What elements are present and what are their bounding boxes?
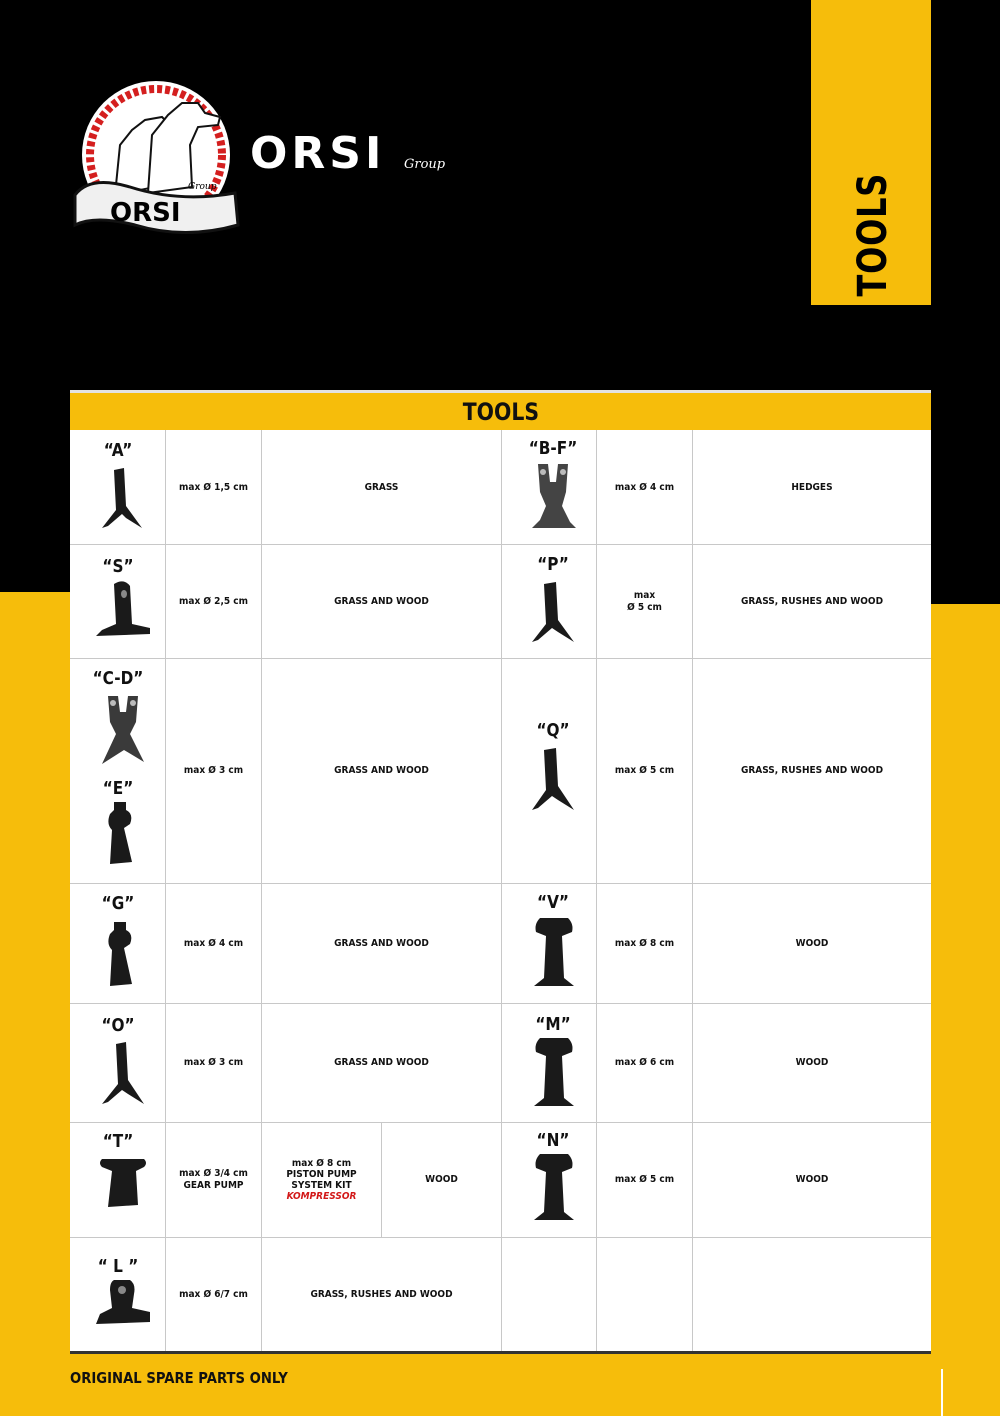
header-background-right <box>931 0 1000 604</box>
tool-code: “C-D” <box>92 668 144 689</box>
brand-suffix: Group <box>404 157 446 172</box>
table-bottom-rule <box>70 1351 931 1354</box>
tool-size-line: max Ø 3/4 cm <box>179 1168 248 1179</box>
blade-e-image <box>104 800 136 866</box>
brand-name: ORSI <box>250 128 386 179</box>
tool-use: GRASS, RUSHES AND WOOD <box>740 595 884 607</box>
logo-wordmark: ORSI <box>110 198 181 228</box>
tool-size: max Ø 3 cm <box>183 1057 244 1068</box>
table-title: TOOLS <box>70 390 931 430</box>
tool-code: “G” <box>101 893 135 914</box>
tool-use: WOOD <box>795 937 829 949</box>
blade-a-image <box>100 466 146 532</box>
tool-size: max Ø 6 cm <box>614 1057 675 1068</box>
tool-size: max Ø 2,5 cm <box>179 595 248 607</box>
blade-o-image <box>100 1040 146 1108</box>
blade-t-image <box>96 1155 150 1209</box>
tool-use: GRASS <box>364 481 399 493</box>
tool-code: “ L ” <box>97 1256 139 1277</box>
tool-use: HEDGES <box>791 481 833 493</box>
tool-code: “O” <box>101 1015 135 1036</box>
tool-size: max Ø 4 cm <box>183 937 244 949</box>
logo-suffix: Group <box>188 182 217 192</box>
tool-option <box>262 1123 381 1237</box>
blade-l-image <box>94 1278 152 1328</box>
tool-size-line: GEAR PUMP <box>183 1180 244 1191</box>
blade-bf-image <box>530 462 578 532</box>
blade-p-image <box>530 580 576 646</box>
blade-q-image <box>530 746 576 814</box>
blade-n-image <box>532 1152 576 1222</box>
tool-code: “E” <box>102 778 134 799</box>
tool-size: max Ø 1,5 cm <box>179 481 248 493</box>
tool-use: WOOD <box>795 1174 829 1185</box>
tool-size: max Ø 5 cm <box>614 1174 675 1185</box>
tool-size-line: Ø 5 cm <box>627 601 662 613</box>
tool-code: “T” <box>102 1131 134 1152</box>
tool-use: GRASS AND WOOD <box>334 1057 429 1068</box>
page-marker <box>941 1369 943 1416</box>
section-tab-label: TOOLS <box>850 173 896 297</box>
tool-size: max Ø 3 cm <box>183 765 244 776</box>
tool-size: max Ø 8 cm <box>614 937 675 949</box>
blade-v-image <box>532 916 576 988</box>
tool-code: “S” <box>102 556 134 577</box>
tool-size-line: max <box>633 589 656 601</box>
tool-code: “P” <box>537 554 569 575</box>
kompressor-label: KOMPRESSOR <box>286 1191 357 1202</box>
tool-size <box>597 545 692 658</box>
tool-option-line: max Ø 8 cm <box>291 1158 352 1169</box>
tool-use: GRASS AND WOOD <box>334 595 429 607</box>
tool-use: WOOD <box>425 1174 458 1185</box>
tool-size: max Ø 4 cm <box>614 481 675 493</box>
blade-cd-image <box>100 694 146 766</box>
col-divider <box>501 430 502 1351</box>
tool-code: “N” <box>536 1130 570 1151</box>
blade-s-image <box>94 580 152 638</box>
blade-g-image <box>104 920 136 988</box>
tool-code: “B-F” <box>528 438 578 459</box>
tool-code: “Q” <box>536 720 570 741</box>
tool-option-line: SYSTEM KIT <box>291 1180 352 1191</box>
tool-use: GRASS AND WOOD <box>334 937 429 949</box>
tool-size: max Ø 6/7 cm <box>179 1288 248 1300</box>
tool-size: max Ø 5 cm <box>614 765 675 776</box>
tool-size <box>166 1123 261 1237</box>
tool-option-line: PISTON PUMP <box>286 1169 357 1180</box>
tool-use: WOOD <box>795 1057 829 1068</box>
tool-use: GRASS, RUSHES AND WOOD <box>310 1288 453 1300</box>
tool-use: GRASS, RUSHES AND WOOD <box>740 765 884 776</box>
orsi-logo <box>70 75 242 240</box>
tool-code: “A” <box>103 440 133 461</box>
tool-code: “M” <box>535 1014 571 1035</box>
tools-table <box>70 390 931 1353</box>
blade-m-image <box>532 1036 576 1108</box>
tool-use: GRASS AND WOOD <box>334 765 429 776</box>
footer-text: ORIGINAL SPARE PARTS ONLY <box>70 1369 288 1387</box>
tool-code: “V” <box>537 892 569 913</box>
